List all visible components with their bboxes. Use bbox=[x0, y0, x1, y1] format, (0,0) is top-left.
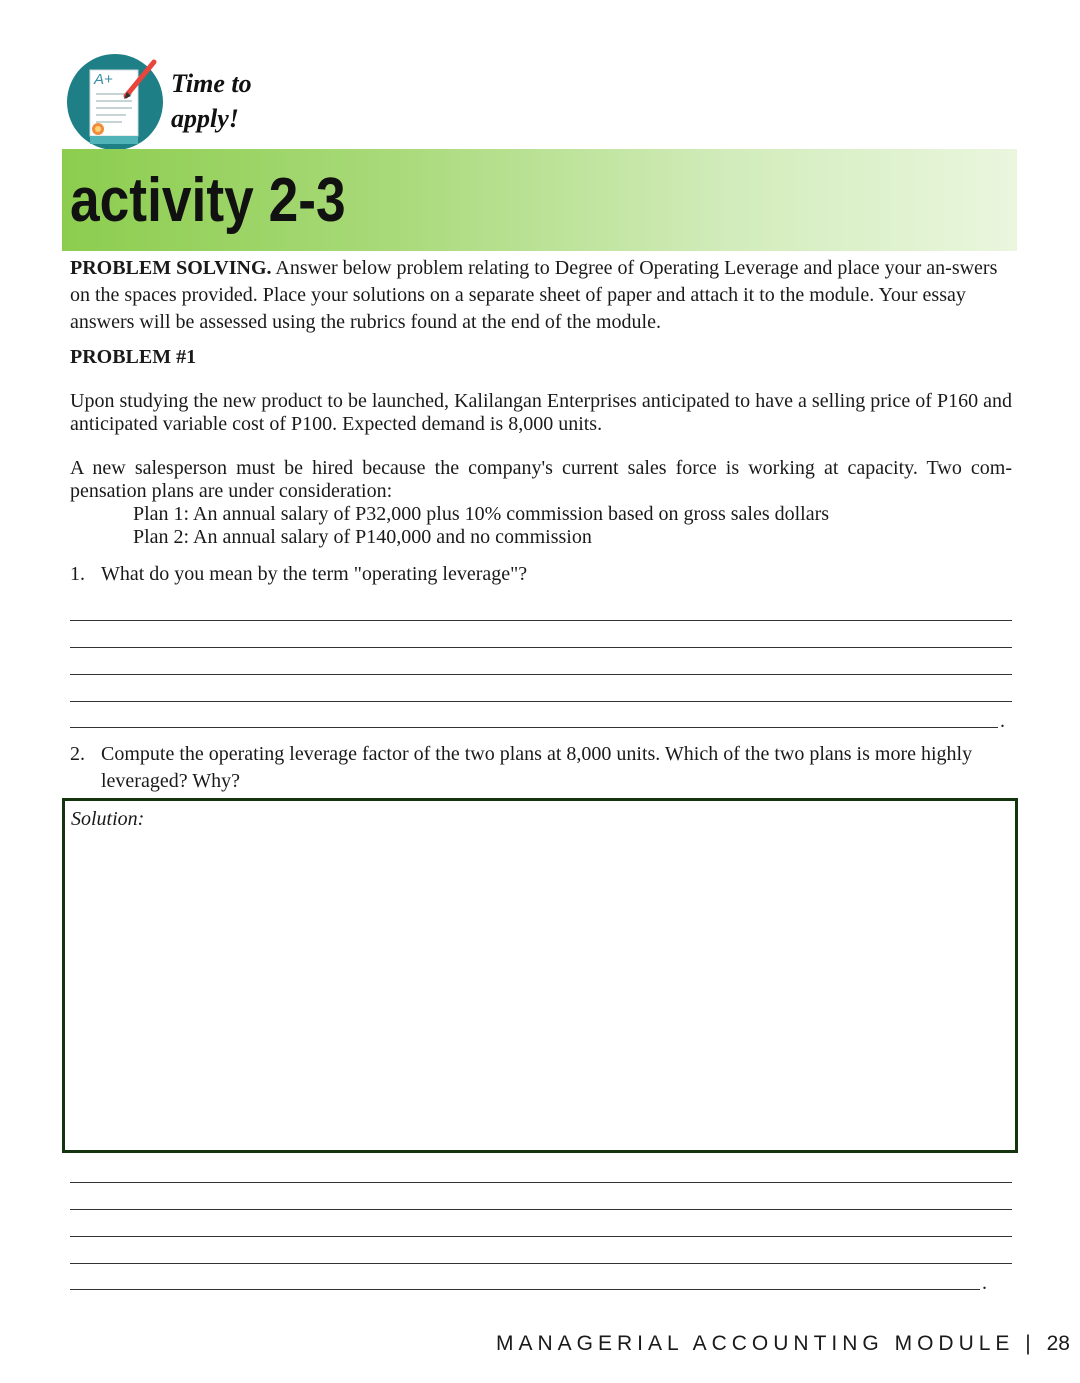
activity-banner bbox=[62, 149, 1017, 251]
page-number: 28 bbox=[1046, 1332, 1070, 1355]
answer-line-q2-4[interactable] bbox=[70, 1263, 1012, 1264]
problem-heading: PROBLEM #1 bbox=[70, 346, 197, 368]
svg-text:A+: A+ bbox=[94, 71, 113, 88]
answer-line-q1-2[interactable] bbox=[70, 647, 1012, 648]
time-to-apply-heading bbox=[171, 66, 252, 136]
time-to-apply-badge-icon bbox=[66, 54, 166, 150]
instructions-lead: PROBLEM SOLVING. bbox=[70, 257, 272, 279]
answer-line-q2-2[interactable] bbox=[70, 1209, 1012, 1210]
instructions-paragraph bbox=[70, 255, 1015, 336]
activity-title: activity 2-3 bbox=[70, 166, 346, 235]
question-1-number: 1. bbox=[70, 563, 85, 585]
footer-module-name: MANAGERIAL ACCOUNTING MODULE bbox=[496, 1332, 1015, 1355]
solution-label: Solution: bbox=[71, 808, 145, 830]
answer-line-q2-5[interactable] bbox=[70, 1289, 980, 1290]
answer-line-q1-5[interactable] bbox=[70, 727, 998, 728]
plan-2-text: Plan 2: An annual salary of P140,000 and no commission bbox=[133, 526, 592, 548]
problem-paragraph-2: A new salesperson must be hired because the company's current sales force is working at capacity. Two com-pensation plans are under consideration: bbox=[70, 457, 1012, 502]
instructions-body: Answer below problem relating to Degree of Operating Leverage and place your an-swers on the spaces provided. Place your solutions on a separate sheet of paper and attach it to the module. Your essay answers will be assessed using the rubrics found at the end of the module. bbox=[70, 257, 998, 333]
badge-line-2: apply! bbox=[171, 104, 239, 133]
answer-line-q1-3[interactable] bbox=[70, 674, 1012, 675]
answer-line-q2-1[interactable] bbox=[70, 1182, 1012, 1183]
footer-separator: | bbox=[1025, 1332, 1036, 1355]
answer-end-mark-q2: . bbox=[982, 1272, 987, 1294]
answer-line-q1-1[interactable] bbox=[70, 620, 1012, 621]
question-2-number: 2. bbox=[70, 743, 85, 765]
answer-line-q1-4[interactable] bbox=[70, 701, 1012, 702]
question-2-text: Compute the operating leverage factor of the two plans at 8,000 units. Which of the two plans is more highly leveraged? Why? bbox=[101, 743, 973, 792]
answer-end-mark-q1: . bbox=[1000, 710, 1005, 732]
problem-paragraph-1: Upon studying the new product to be launched, Kalilangan Enterprises anticipated to have a selling price of P160 and anticipated variable cost of P100. Expected demand is 8,000 units. bbox=[70, 390, 1012, 435]
question-1-text: What do you mean by the term "operating leverage"? bbox=[101, 563, 528, 585]
badge-line-1: Time to bbox=[171, 69, 252, 98]
page-footer bbox=[496, 1330, 1070, 1358]
plan-1-text: Plan 1: An annual salary of P32,000 plus 10% commission based on gross sales dollars bbox=[133, 503, 830, 525]
answer-line-q2-3[interactable] bbox=[70, 1236, 1012, 1237]
solution-box[interactable] bbox=[62, 798, 1018, 1153]
